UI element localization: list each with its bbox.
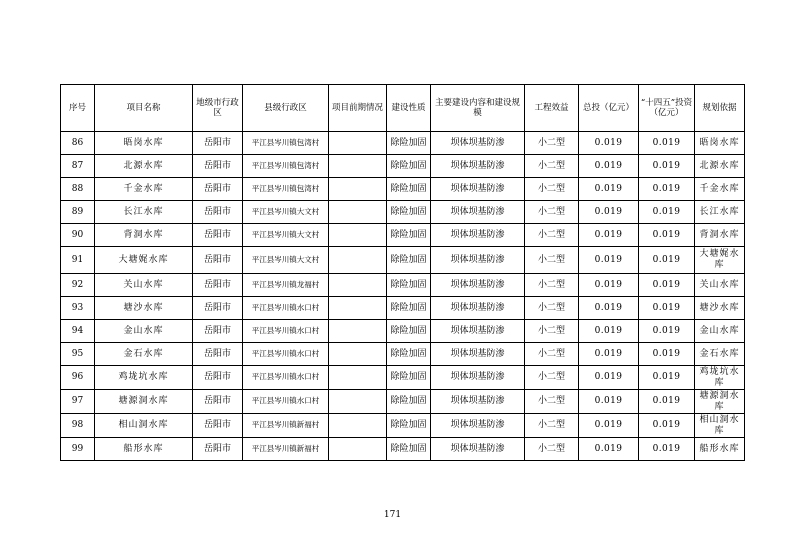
cell-county: 平江县岑川镇包湾村 (243, 178, 329, 201)
cell-total-investment: 0.019 (579, 201, 639, 224)
table-row (61, 132, 745, 155)
cell-county: 平江县岑川镇新福村 (243, 438, 329, 461)
table-row (61, 224, 745, 247)
cell-city: 岳阳市 (193, 390, 243, 414)
cell-nature: 除险加固 (387, 366, 431, 390)
cell-project-name: 船形水库 (95, 438, 193, 461)
cell-county: 平江县岑川镇大文村 (243, 201, 329, 224)
cell-county: 平江县岑川镇包湾村 (243, 132, 329, 155)
cell-nature: 除险加固 (387, 224, 431, 247)
cell-preliminary (329, 224, 387, 247)
cell-project-name: 千金水库 (95, 178, 193, 201)
cell-nature: 除险加固 (387, 320, 431, 343)
cell-preliminary (329, 320, 387, 343)
cell-benefit: 小二型 (525, 297, 579, 320)
cell-content: 坝体坝基防渗 (431, 274, 525, 297)
cell-project-name: 金石水库 (95, 343, 193, 366)
cell-benefit: 小二型 (525, 201, 579, 224)
cell-14th-investment: 0.019 (639, 224, 695, 247)
cell-preliminary (329, 366, 387, 390)
cell-benefit: 小二型 (525, 178, 579, 201)
header-14th-investment: “十四五”投资（亿元） (639, 85, 695, 132)
cell-county: 平江县岑川镇水口村 (243, 390, 329, 414)
cell-benefit: 小二型 (525, 132, 579, 155)
cell-content: 坝体坝基防渗 (431, 366, 525, 390)
cell-city: 岳阳市 (193, 366, 243, 390)
cell-14th-investment: 0.019 (639, 297, 695, 320)
cell-index: 94 (61, 320, 95, 343)
cell-nature: 除险加固 (387, 343, 431, 366)
table-row (61, 155, 745, 178)
cell-14th-investment: 0.019 (639, 438, 695, 461)
cell-14th-investment: 0.019 (639, 320, 695, 343)
cell-total-investment: 0.019 (579, 155, 639, 178)
cell-content: 坝体坝基防渗 (431, 297, 525, 320)
cell-project-name: 背洞水库 (95, 224, 193, 247)
cell-index: 93 (61, 297, 95, 320)
cell-total-investment: 0.019 (579, 224, 639, 247)
cell-project-name: 相山洞水库 (95, 414, 193, 438)
table-row (61, 343, 745, 366)
table-row (61, 297, 745, 320)
cell-county: 平江县岑川镇大文村 (243, 247, 329, 274)
cell-project-name: 关山水库 (95, 274, 193, 297)
cell-basis: 船形水库 (695, 438, 745, 461)
cell-nature: 除险加固 (387, 178, 431, 201)
table-row (61, 438, 745, 461)
cell-county: 平江县岑川镇大文村 (243, 224, 329, 247)
cell-14th-investment: 0.019 (639, 274, 695, 297)
cell-total-investment: 0.019 (579, 178, 639, 201)
cell-basis: 金石水库 (695, 343, 745, 366)
header-city: 地级市行政区 (193, 85, 243, 132)
cell-14th-investment: 0.019 (639, 390, 695, 414)
cell-preliminary (329, 390, 387, 414)
cell-nature: 除险加固 (387, 390, 431, 414)
cell-14th-investment: 0.019 (639, 155, 695, 178)
cell-project-name: 晤岗水库 (95, 132, 193, 155)
cell-preliminary (329, 247, 387, 274)
cell-preliminary (329, 438, 387, 461)
cell-content: 坝体坝基防渗 (431, 178, 525, 201)
cell-city: 岳阳市 (193, 343, 243, 366)
cell-total-investment: 0.019 (579, 438, 639, 461)
cell-county: 平江县岑川镇龙福村 (243, 274, 329, 297)
cell-total-investment: 0.019 (579, 414, 639, 438)
cell-total-investment: 0.019 (579, 132, 639, 155)
cell-14th-investment: 0.019 (639, 414, 695, 438)
cell-basis: 北源水库 (695, 155, 745, 178)
cell-total-investment: 0.019 (579, 366, 639, 390)
cell-14th-investment: 0.019 (639, 343, 695, 366)
cell-project-name: 长江水库 (95, 201, 193, 224)
cell-index: 96 (61, 366, 95, 390)
cell-project-name: 鸡垅坑水库 (95, 366, 193, 390)
cell-benefit: 小二型 (525, 155, 579, 178)
cell-nature: 除险加固 (387, 414, 431, 438)
cell-index: 87 (61, 155, 95, 178)
cell-city: 岳阳市 (193, 155, 243, 178)
cell-county: 平江县岑川镇水口村 (243, 343, 329, 366)
project-table (60, 84, 745, 461)
cell-nature: 除险加固 (387, 274, 431, 297)
cell-basis: 相山洞水库 (695, 414, 745, 438)
cell-county: 平江县岑川镇新福村 (243, 414, 329, 438)
cell-index: 88 (61, 178, 95, 201)
cell-city: 岳阳市 (193, 414, 243, 438)
cell-benefit: 小二型 (525, 366, 579, 390)
cell-city: 岳阳市 (193, 224, 243, 247)
cell-project-name: 大塘娓水库 (95, 247, 193, 274)
header-benefit: 工程效益 (525, 85, 579, 132)
header-index: 序号 (61, 85, 95, 132)
cell-content: 坝体坝基防渗 (431, 414, 525, 438)
cell-city: 岳阳市 (193, 201, 243, 224)
cell-14th-investment: 0.019 (639, 201, 695, 224)
cell-preliminary (329, 343, 387, 366)
cell-nature: 除险加固 (387, 201, 431, 224)
cell-project-name: 北源水库 (95, 155, 193, 178)
cell-city: 岳阳市 (193, 274, 243, 297)
cell-benefit: 小二型 (525, 224, 579, 247)
table-row (61, 390, 745, 414)
cell-basis: 塘沙水库 (695, 297, 745, 320)
cell-county: 平江县岑川镇水口村 (243, 297, 329, 320)
cell-benefit: 小二型 (525, 343, 579, 366)
cell-basis: 千金水库 (695, 178, 745, 201)
cell-basis: 背洞水库 (695, 224, 745, 247)
page-number: 171 (383, 510, 402, 520)
cell-project-name: 金山水库 (95, 320, 193, 343)
cell-benefit: 小二型 (525, 320, 579, 343)
cell-total-investment: 0.019 (579, 274, 639, 297)
header-content: 主要建设内容和建设规模 (431, 85, 525, 132)
cell-content: 坝体坝基防渗 (431, 343, 525, 366)
cell-content: 坝体坝基防渗 (431, 247, 525, 274)
table-row (61, 178, 745, 201)
cell-index: 86 (61, 132, 95, 155)
table-row (61, 201, 745, 224)
cell-nature: 除险加固 (387, 438, 431, 461)
cell-index: 91 (61, 247, 95, 274)
cell-nature: 除险加固 (387, 155, 431, 178)
cell-benefit: 小二型 (525, 247, 579, 274)
cell-basis: 大塘娓水库 (695, 247, 745, 274)
cell-preliminary (329, 274, 387, 297)
cell-city: 岳阳市 (193, 132, 243, 155)
cell-index: 97 (61, 390, 95, 414)
cell-preliminary (329, 178, 387, 201)
cell-benefit: 小二型 (525, 390, 579, 414)
table-row (61, 366, 745, 390)
cell-content: 坝体坝基防渗 (431, 201, 525, 224)
cell-basis: 金山水库 (695, 320, 745, 343)
cell-county: 平江县岑川镇水口村 (243, 320, 329, 343)
cell-nature: 除险加固 (387, 297, 431, 320)
cell-nature: 除险加固 (387, 247, 431, 274)
cell-14th-investment: 0.019 (639, 178, 695, 201)
cell-basis: 塘源洞水库 (695, 390, 745, 414)
cell-preliminary (329, 297, 387, 320)
header-preliminary: 项目前期情况 (329, 85, 387, 132)
cell-14th-investment: 0.019 (639, 132, 695, 155)
cell-total-investment: 0.019 (579, 390, 639, 414)
cell-content: 坝体坝基防渗 (431, 390, 525, 414)
cell-total-investment: 0.019 (579, 247, 639, 274)
cell-city: 岳阳市 (193, 178, 243, 201)
table-row (61, 414, 745, 438)
cell-benefit: 小二型 (525, 438, 579, 461)
cell-preliminary (329, 155, 387, 178)
cell-basis: 长江水库 (695, 201, 745, 224)
cell-content: 坝体坝基防渗 (431, 155, 525, 178)
cell-city: 岳阳市 (193, 297, 243, 320)
cell-index: 90 (61, 224, 95, 247)
table-row (61, 274, 745, 297)
cell-content: 坝体坝基防渗 (431, 132, 525, 155)
cell-total-investment: 0.019 (579, 297, 639, 320)
cell-county: 平江县岑川镇包湾村 (243, 155, 329, 178)
header-row (61, 85, 745, 132)
cell-index: 98 (61, 414, 95, 438)
cell-14th-investment: 0.019 (639, 366, 695, 390)
cell-basis: 关山水库 (695, 274, 745, 297)
header-nature: 建设性质 (387, 85, 431, 132)
cell-benefit: 小二型 (525, 274, 579, 297)
header-basis: 规划依据 (695, 85, 745, 132)
cell-content: 坝体坝基防渗 (431, 224, 525, 247)
cell-index: 99 (61, 438, 95, 461)
header-county: 县级行政区 (243, 85, 329, 132)
cell-index: 89 (61, 201, 95, 224)
table-row (61, 320, 745, 343)
cell-city: 岳阳市 (193, 320, 243, 343)
cell-preliminary (329, 201, 387, 224)
cell-city: 岳阳市 (193, 247, 243, 274)
cell-content: 坝体坝基防渗 (431, 320, 525, 343)
cell-total-investment: 0.019 (579, 343, 639, 366)
cell-city: 岳阳市 (193, 438, 243, 461)
cell-nature: 除险加固 (387, 132, 431, 155)
cell-basis: 晤岗水库 (695, 132, 745, 155)
cell-benefit: 小二型 (525, 414, 579, 438)
table-row (61, 247, 745, 274)
header-project-name: 项目名称 (95, 85, 193, 132)
cell-14th-investment: 0.019 (639, 247, 695, 274)
cell-content: 坝体坝基防渗 (431, 438, 525, 461)
cell-county: 平江县岑川镇水口村 (243, 366, 329, 390)
cell-index: 95 (61, 343, 95, 366)
cell-project-name: 塘沙水库 (95, 297, 193, 320)
header-total-investment: 总投（亿元） (579, 85, 639, 132)
cell-index: 92 (61, 274, 95, 297)
table-body (61, 132, 745, 461)
cell-preliminary (329, 414, 387, 438)
cell-basis: 鸡垅坑水库 (695, 366, 745, 390)
cell-total-investment: 0.019 (579, 320, 639, 343)
cell-preliminary (329, 132, 387, 155)
cell-project-name: 塘源洞水库 (95, 390, 193, 414)
